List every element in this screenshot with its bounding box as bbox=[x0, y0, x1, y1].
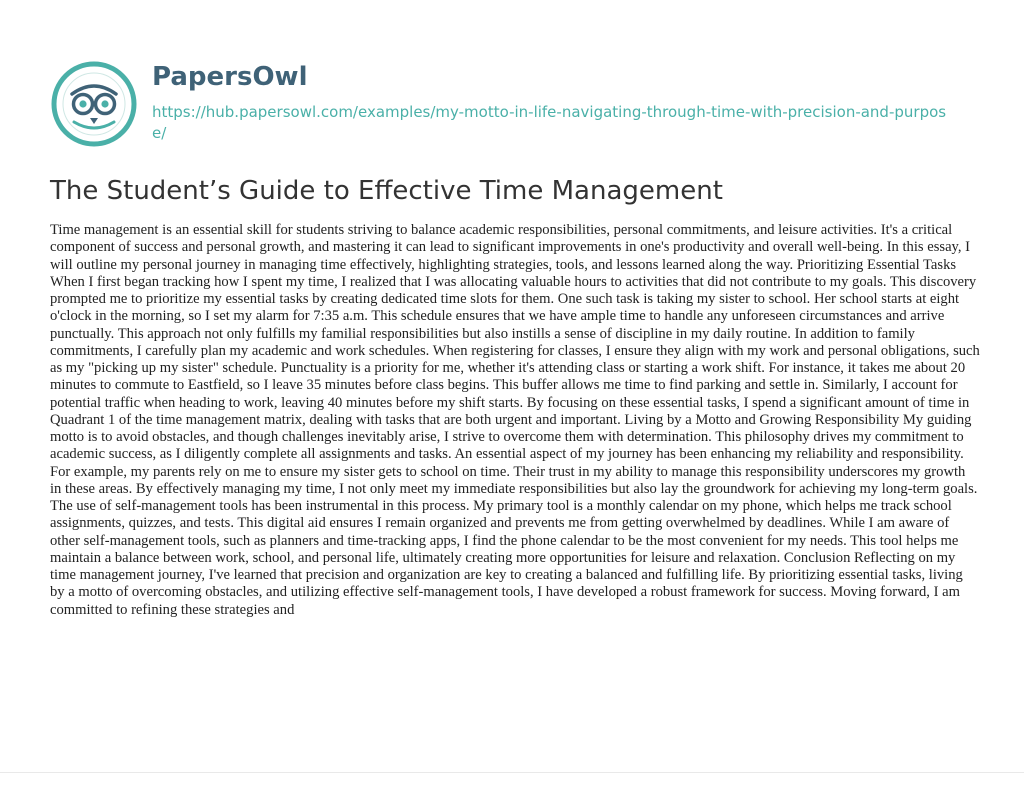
document-title: The Student’s Guide to Effective Time Management bbox=[50, 176, 723, 206]
site-header bbox=[50, 58, 990, 158]
source-url-link[interactable]: https://hub.papersowl.com/examples/my-motto-in-life-navigating-through-time-with-precision-and-purpose/ bbox=[152, 103, 947, 142]
essay-body: Time management is an essential skill for students striving to balance academic responsibilities, personal commitments, and leisure activities. It's a critical component of success and personal growth, and mastering it can lead to significant improvements in one's productivity and overall well-being. In this essay, I will outline my personal journey in managing time effectively, highlighting strategies, tools, and lessons learned along the way. Prioritizing Essential Tasks When I first began tracking how I spent my time, I realized that I was allocating valuable hours to activities that did not contribute to my goals. This discovery prompted me to prioritize my essential tasks by creating dedicated time slots for them. One such task is taking my sister to school. Her school starts at eight o'clock in the morning, so I set my alarm for 7:35 a.m. This schedule ensures that we have ample time to handle any unforeseen circumstances and arrive punctually. This approach not only fulfills my familial responsibilities but also instills a sense of discipline in my daily routine. In addition to family commitments, I carefully plan my academic and work schedules. When registering for classes, I ensure they align with my work and personal obligations, such as my "picking up my sister" schedule. Punctuality is a priority for me, whether it's attending class or starting a work shift. For instance, it takes me about 20 minutes to commute to Eastfield, so I leave 35 minutes before class begins. This buffer allows me time to find parking and settle in. Similarly, I account for potential traffic when heading to work, leaving 40 minutes before my shift starts. By focusing on these essential tasks, I spend a significant amount of time in Quadrant 1 of the time management matrix, dealing with tasks that are both urgent and important. Living by a Motto and Growing Responsibility My guiding motto is to avoid obstacles, and though challenges inevitably arise, I strive to overcome them with determination. This philosophy drives my commitment to academic success, as I diligently complete all assignments and tasks. An essential aspect of my journey has been enhancing my reliability and responsibility. For example, my parents rely on me to ensure my sister gets to school on time. Their trust in my ability to manage this responsibility underscores my growth in these areas. By effectively managing my time, I not only meet my immediate responsibilities but also lay the groundwork for achieving my long-term goals. The use of self-management tools has been instrumental in this process. My primary tool is a monthly calendar on my phone, which helps me track school assignments, quizzes, and tests. This digital aid ensures I remain organized and prevents me from getting overwhelmed by deadlines. While I am aware of other self-management tools, such as planners and time-tracking apps, I find the phone calendar to be the most convenient for my needs. This tool helps me maintain a balance between work, school, and personal life, ultimately creating more opportunities for leisure and relaxation. Conclusion Reflecting on my time management journey, I've learned that precision and organization are key to creating a balanced and fulfilling life. By prioritizing essential tasks, living by a motto of overcoming obstacles, and utilizing effective self-management tools, I have developed a robust framework for success. Moving forward, I am committed to refining these strategies and bbox=[50, 222, 980, 618]
footer-divider bbox=[0, 772, 1024, 773]
brand-block bbox=[152, 58, 982, 144]
brand-name: PapersOwl bbox=[152, 62, 308, 92]
owl-logo-icon bbox=[50, 60, 138, 148]
